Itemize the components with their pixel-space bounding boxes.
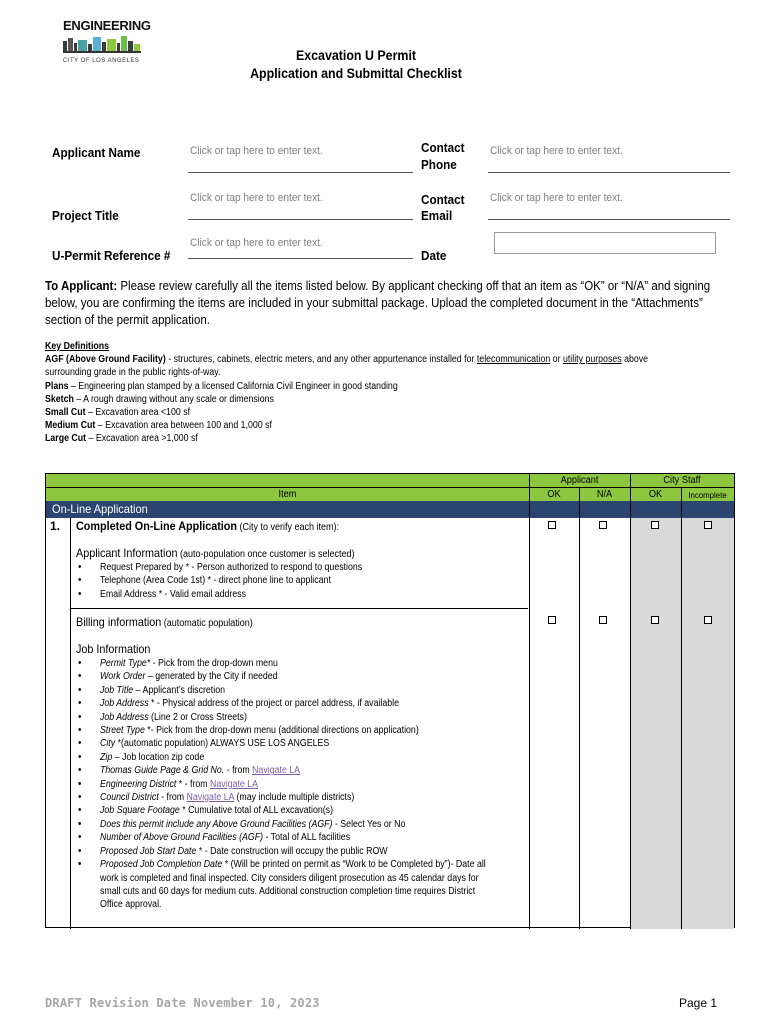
row-divider xyxy=(71,608,528,609)
job-field-term: Number of Above Ground Facilities (AGF) xyxy=(100,832,264,844)
job-info-heading: Job Information xyxy=(76,642,151,656)
list-item xyxy=(78,858,536,871)
list-item xyxy=(78,845,536,858)
job-field-description: * - Physical address of the project or parcel address, if available xyxy=(148,698,400,710)
staff-ok-header: OK xyxy=(648,489,663,500)
list-item xyxy=(78,737,536,750)
job-field-description: (Line 2 or Cross Streets) xyxy=(148,711,247,723)
agf-text: - structures, cabinets, electric meters, and any other appurtenance installed for xyxy=(165,354,477,366)
small-cut-term: Small Cut xyxy=(45,407,86,419)
row-number: 1. xyxy=(50,519,61,533)
checklist-table xyxy=(45,473,735,928)
list-item-continuation: small cuts and 60 days for medium cuts. Additional construction completion time requires District xyxy=(100,885,476,897)
applicant-ok-header: OK xyxy=(547,489,561,500)
job-field-description: - Total of ALL facilities xyxy=(263,832,351,844)
grid-line xyxy=(681,487,682,929)
list-item: • Request Prepared by * - Person authorized to respond to questions xyxy=(78,561,536,574)
contact-phone-field[interactable]: Click or tap here to enter text. xyxy=(488,145,730,173)
staff-incomplete-shade xyxy=(681,518,734,929)
job-field-description: - Pick from the drop-down menu xyxy=(150,658,278,669)
agf-text-or: or xyxy=(550,354,563,366)
applicant-na-header: N/A xyxy=(596,489,613,500)
list-item xyxy=(78,684,536,697)
agf-term: AGF (Above Ground Facility) xyxy=(45,354,166,366)
job-field-term: Zip xyxy=(100,751,113,763)
job-field-term: Job Address xyxy=(100,711,149,723)
contact-email-label-line2: Email xyxy=(421,208,453,223)
project-title-label: Project Title xyxy=(52,208,119,223)
staff-ok-checkbox[interactable] xyxy=(651,616,659,624)
date-label: Date xyxy=(421,248,447,263)
job-field-note: (may include multiple districts) xyxy=(234,792,355,804)
job-field-term: Work Order xyxy=(100,671,146,683)
city-staff-column-header: City Staff xyxy=(663,475,701,486)
job-field-term: Proposed Job Start Date xyxy=(100,845,197,857)
date-field[interactable] xyxy=(494,232,716,254)
billing-info-note: (automatic population) xyxy=(161,618,253,629)
applicant-info-heading xyxy=(76,546,355,560)
job-info-list xyxy=(78,657,536,912)
list-item xyxy=(78,724,536,737)
draft-revision-date: DRAFT Revision Date November 10, 2023 xyxy=(45,996,320,1010)
page-number: Page 1 xyxy=(679,996,718,1010)
list-item xyxy=(78,778,536,791)
applicant-name-field[interactable]: Click or tap here to enter text. xyxy=(188,145,413,173)
medium-cut-text: – Excavation area between 100 and 1,000 sf xyxy=(95,420,272,432)
job-field-description: *- Pick from the drop-down menu (additional directions on application) xyxy=(144,725,419,737)
applicant-na-checkbox[interactable] xyxy=(599,616,607,624)
small-cut-text: – Excavation area <100 sf xyxy=(85,407,191,419)
grid-line xyxy=(70,518,71,929)
medium-cut-term: Medium Cut xyxy=(45,420,96,432)
navigate-la-link[interactable]: Navigate LA xyxy=(210,778,259,790)
telecommunication-link[interactable]: telecommunication xyxy=(476,354,551,366)
row-title xyxy=(76,519,339,533)
billing-info-heading xyxy=(76,615,253,629)
job-field-term: Permit Type* xyxy=(100,658,151,669)
list-item xyxy=(78,804,536,817)
document-title: Excavation U Permit xyxy=(295,48,417,63)
large-cut-term: Large Cut xyxy=(45,433,87,445)
list-item xyxy=(78,751,536,764)
row-title-text: Completed On-Line Application xyxy=(76,519,238,533)
navigate-la-link[interactable]: Navigate LA xyxy=(252,765,301,777)
contact-email-label-line1: Contact xyxy=(421,192,465,207)
staff-incomplete-checkbox[interactable] xyxy=(704,616,712,624)
job-field-description: – Job location zip code xyxy=(112,751,205,763)
list-item-continuation: Office approval. xyxy=(100,899,162,911)
job-field-description: – generated by the City if needed xyxy=(145,671,278,683)
job-field-description: * - Date construction will occupy the public ROW xyxy=(196,845,388,857)
job-field-description: * (Will be printed on permit as “Work to be Completed by”)- Date all xyxy=(222,859,486,871)
list-item xyxy=(78,670,536,683)
job-field-term: Council District xyxy=(100,792,159,804)
staff-incomplete-header: Incomplete xyxy=(688,490,727,500)
list-item xyxy=(78,657,536,670)
list-item xyxy=(78,831,536,844)
list-item xyxy=(78,818,536,831)
staff-incomplete-checkbox[interactable] xyxy=(704,521,712,529)
applicant-info-note: (auto-population once customer is selected) xyxy=(177,549,355,560)
applicant-column-header: Applicant xyxy=(560,475,599,486)
applicant-ok-checkbox[interactable] xyxy=(548,616,556,624)
applicant-info-title: Applicant Information xyxy=(76,546,178,560)
utility-purposes-link[interactable]: utility purposes xyxy=(562,354,622,366)
agf-text-above: above xyxy=(621,354,649,366)
section-online-application: On-Line Application xyxy=(46,501,734,518)
billing-info-title: Billing information xyxy=(76,615,162,629)
applicant-na-checkbox[interactable] xyxy=(599,521,607,529)
job-field-description: - from xyxy=(158,792,187,804)
plans-text: – Engineering plan stamped by a licensed California Civil Engineer in good standing xyxy=(68,380,398,392)
list-item xyxy=(78,697,536,710)
applicant-info-list xyxy=(78,561,536,601)
instructions-text: Please review carefully all the items listed below. By applicant checking off that an item as “OK” or “N/A” and signing below, you are confirming the items are included in your submittal package. Upload the completed document in the “Attachments” section of the permit application. xyxy=(45,279,711,327)
sketch-term: Sketch xyxy=(45,393,74,405)
navigate-la-link[interactable]: Navigate LA xyxy=(186,792,235,804)
agf-text-line2: surrounding grade in the public rights-of-way. xyxy=(45,367,221,379)
grid-line xyxy=(630,474,631,929)
job-field-term: Job Square Footage xyxy=(100,805,180,817)
list-item: • Email Address * - Valid email address xyxy=(78,588,536,601)
job-field-term: City xyxy=(100,738,116,750)
logo-wordmark: ENGINEERING xyxy=(63,18,151,33)
contact-email-field[interactable]: Click or tap here to enter text. xyxy=(488,192,730,220)
job-field-description: - from xyxy=(224,765,253,777)
job-field-description: – Applicant’s discretion xyxy=(133,684,226,696)
staff-ok-checkbox[interactable] xyxy=(651,521,659,529)
contact-phone-label-line2: Phone xyxy=(421,157,457,172)
upermit-reference-field[interactable]: Click or tap here to enter text. xyxy=(188,237,413,259)
job-field-term: Job Address xyxy=(100,698,149,710)
item-column-header: Item xyxy=(278,489,297,500)
list-item: • Telephone (Area Code 1st) * - direct phone line to applicant xyxy=(78,574,536,587)
instructions-paragraph xyxy=(45,278,730,329)
upermit-reference-label: U-Permit Reference # xyxy=(52,248,171,263)
job-field-description: * - from xyxy=(176,778,211,790)
document-subtitle: Application and Submittal Checklist xyxy=(250,66,462,81)
job-field-description: *(automatic population) ALWAYS USE LOS ANGELES xyxy=(115,738,330,750)
list-item xyxy=(78,711,536,724)
project-title-field[interactable]: Click or tap here to enter text. xyxy=(188,192,413,220)
job-field-term: Does this permit include any Above Ground Facilities (AGF) xyxy=(100,818,333,830)
row-title-note: (City to verify each item): xyxy=(237,522,340,533)
key-definitions xyxy=(45,340,696,446)
list-item-continuation: work is completed and final inspected. City considers diligent prosecution as 45 calendar days for xyxy=(100,872,479,884)
large-cut-text: – Excavation area >1,000 sf xyxy=(86,433,198,445)
grid-line xyxy=(579,487,580,929)
job-field-description: - Select Yes or No xyxy=(332,818,406,830)
job-field-term: Engineering District xyxy=(100,778,177,790)
list-item xyxy=(78,764,536,777)
applicant-ok-checkbox[interactable] xyxy=(548,521,556,529)
instructions-lead: To Applicant: xyxy=(45,279,118,293)
applicant-name-label: Applicant Name xyxy=(52,145,141,160)
job-field-term: Job Title xyxy=(100,684,134,696)
plans-term: Plans xyxy=(45,380,69,392)
job-field-term: Proposed Job Completion Date xyxy=(100,859,223,871)
job-field-term: Thomas Guide Page & Grid No. xyxy=(100,765,225,777)
contact-phone-label-line1: Contact xyxy=(421,140,465,155)
logo-subtitle: CITY OF LOS ANGELES xyxy=(63,58,140,64)
sketch-text: – A rough drawing without any scale or dimensions xyxy=(73,393,274,405)
list-item xyxy=(78,791,536,804)
job-field-description: * Cumulative total of ALL excavation(s) xyxy=(179,805,334,817)
definitions-heading: Key Definitions xyxy=(45,341,110,352)
staff-ok-shade xyxy=(630,518,681,929)
job-field-term: Street Type xyxy=(100,725,145,737)
